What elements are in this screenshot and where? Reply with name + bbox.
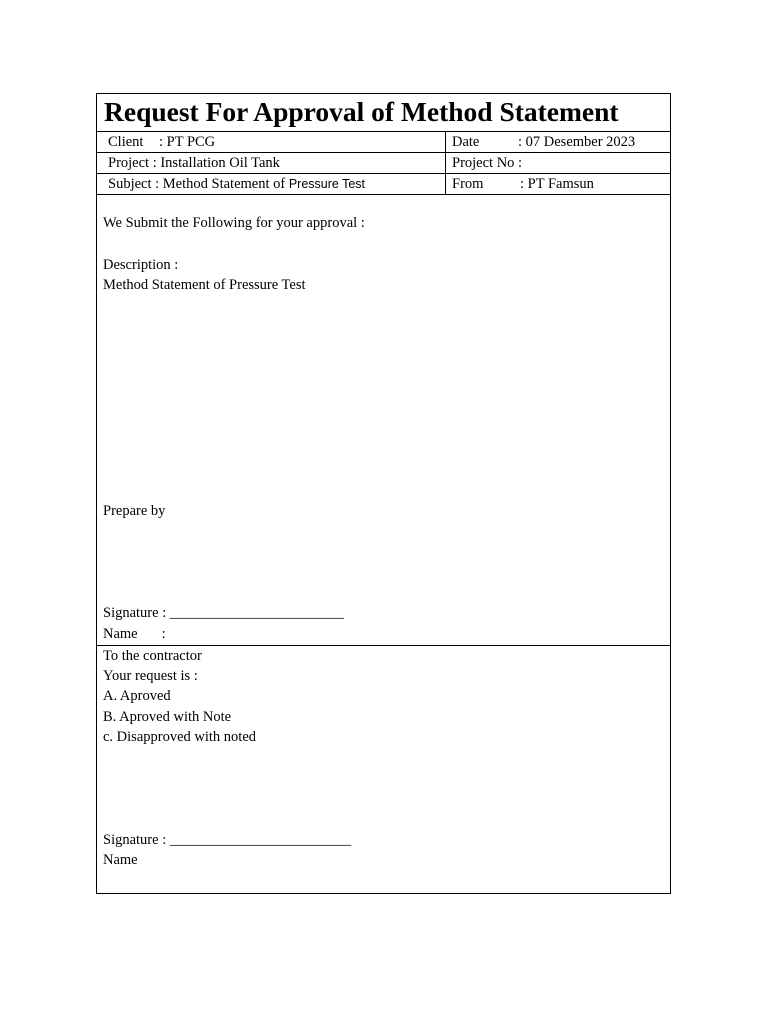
option-approved: A. Aproved bbox=[103, 688, 171, 704]
prepare-signature-line: Signature : ________________________ bbox=[103, 605, 344, 621]
date-value: : 07 Desember 2023 bbox=[518, 134, 636, 150]
from-value: : PT Famsun bbox=[520, 176, 594, 192]
description-value: Method Statement of Pressure Test bbox=[103, 277, 306, 293]
from-label: From bbox=[452, 176, 484, 192]
subject-cell bbox=[97, 174, 446, 194]
approval-signature-line: Signature : _________________________ bbox=[103, 832, 352, 848]
option-disapproved: c. Disapproved with noted bbox=[103, 729, 257, 745]
form-title: Request For Approval of Method Statement bbox=[104, 96, 619, 127]
submission-section bbox=[97, 195, 670, 646]
approval-section bbox=[97, 646, 670, 892]
prepare-name-colon: : bbox=[161, 626, 166, 642]
submission-intro: We Submit the Following for your approval : bbox=[103, 215, 365, 231]
client-cell bbox=[97, 132, 446, 152]
date-label: Date bbox=[452, 134, 480, 150]
header-row-subject bbox=[97, 174, 670, 195]
project-no-cell bbox=[446, 153, 670, 173]
client-value: : PT PCG bbox=[159, 134, 216, 150]
subject-value: Pressure Test bbox=[288, 177, 366, 191]
project-no-label: Project No : bbox=[452, 155, 523, 171]
prepare-by-label: Prepare by bbox=[103, 503, 166, 519]
option-approved-with-note: B. Aproved with Note bbox=[103, 709, 232, 725]
title-row bbox=[97, 94, 670, 132]
description-label: Description : bbox=[103, 257, 179, 273]
subject-label: Subject bbox=[108, 176, 152, 192]
date-cell bbox=[446, 132, 670, 152]
project-label: Project bbox=[108, 155, 150, 171]
approval-form bbox=[96, 93, 671, 894]
prepare-name-label: Name bbox=[103, 626, 138, 642]
request-is-label: Your request is : bbox=[103, 668, 198, 684]
client-label: Client bbox=[108, 134, 144, 150]
to-contractor-label: To the contractor bbox=[103, 648, 202, 664]
header-row-client bbox=[97, 132, 670, 153]
from-cell bbox=[446, 174, 670, 194]
approval-name-label: Name bbox=[103, 852, 138, 868]
subject-prefix: : Method Statement of bbox=[155, 176, 286, 192]
header-row-project bbox=[97, 153, 670, 174]
project-value: : Installation Oil Tank bbox=[152, 155, 280, 171]
project-cell bbox=[97, 153, 446, 173]
prepare-name-line bbox=[103, 624, 166, 644]
